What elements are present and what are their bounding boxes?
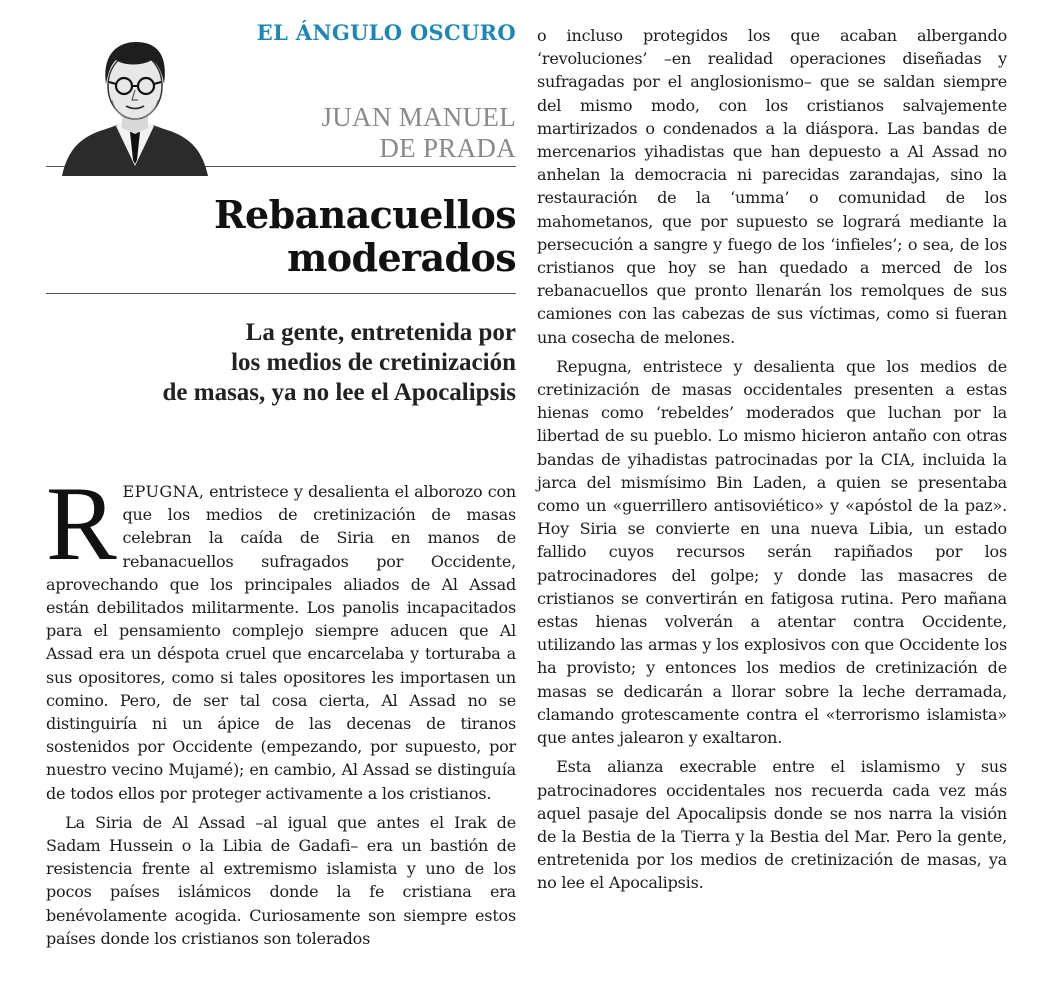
article-subtitle [46, 318, 516, 408]
drop-cap: R [46, 465, 117, 582]
article-body-left [46, 465, 516, 950]
paragraph-4: Esta alianza execrable entre el islamismo y sus patrocinadores occidentales nos recuerda cada vez más aquel pasaje del Apocalipsis donde se nos narra la visión de la Bestia de la Tierra y la Bestia del Mar. Pero la gente, entretenida por los medios de cretinización de masas, ya no lee el Apocalipsis. [537, 757, 1007, 893]
author-name [321, 102, 516, 164]
paragraph-2-start: La Siria de Al Assad –al igual que antes el Irak de Sadam Hussein o la Libia de Gadafi– era un bastión de resistencia frente al extremismo islamista y uno de los pocos países islámicos donde la fe cristiana era benévolamente acogida. Curiosamente son siempre estos países donde los cristianos son tolerados [46, 812, 516, 948]
title-line-2: moderados [287, 235, 516, 280]
paragraph-1 [46, 465, 516, 805]
title-line-1: Rebanacuellos [214, 192, 516, 237]
section-name: EL ÁNGULO OSCURO [256, 20, 516, 45]
divider-under-title [46, 293, 516, 294]
column-header [46, 10, 516, 162]
subtitle-line-3: de masas, ya no lee el Apocalipsis [162, 379, 516, 406]
left-column [46, 10, 516, 950]
right-column [537, 24, 1007, 895]
paragraph-1-text: , entristece y desalienta el alborozo con que los medios de cretinización de masas celebran la caída de Siria en manos de rebanacuellos sufragados por Occidente, aprovechando que los principales aliados de Al Assad están debilitados militarmente. Los panolis incapacitados para el pensamiento complejo siempre aducen que Al Assad era un déspota cruel que encarcelaba y torturaba a sus opositores, como si tales opositores les importasen un comino. Pero, de ser tal cosa cierta, Al Assad no se distinguiría ni un ápice de las decenas de tiranos sostenidos por Occidente (empezando, por supuesto, por nuestro vecino Mujamé); en cambio, Al Assad se distinguía de todos ellos por proteger activamente a los cristianos. [46, 482, 516, 803]
author-line-2: DE PRADA [379, 133, 516, 163]
subtitle-line-1: La gente, entretenida por [245, 319, 516, 346]
paragraph-3: Repugna, entristece y desalienta que los medios de cretinización de masas occidentales presenten a estas hienas como ‘rebeldes’ moderados que luchan por la libertad de su pueblo. Lo mismo hicieron antaño con otras bandas de yihadistas patrocinadas por la CIA, incluida la jarca del mismísimo Bin Laden, a quien se presentaba como un «guerrillero antisoviético» y «apóstol de la paz». Hoy Siria se convierte en una nueva Libia, un estado fallido cuyos recursos serán rapiñados por los patrocinadores del golpe; y donde las masacres de cristianos se convertirán en fatigosa rutina. Pero mañana estas hienas volverán a atentar contra Occidente, utilizando las armas y los explosivos con que Occidente los ha provisto; y entonces los medios de cretinización de masas se dedicarán a llorar sobre la leche derramada, clamando grotescamente contra el «terrorismo islamista» que antes jalearon y exaltaron. [537, 356, 1007, 748]
author-line-1: JUAN MANUEL [321, 102, 516, 132]
paragraph-2-continued: o incluso protegidos los que acaban albergando ‘revoluciones’ –en realidad operaciones diseñadas y sufragadas por el anglosionismo– que se saldan siempre del mismo modo, con los cristianos salvajemente martirizados o condenados a la diáspora. Las bandas de mercenarios yihadistas que han depuesto a Al Assad no anhelan la democracia ni parecidas zarandajas, sino la restauración de la ‘umma’ o comunidad de los mahometanos, que por supuesto se logrará mediante la persecución a sangre y fuego de los ‘infieles’; o sea, de los cristianos que hoy se han quedado a merced de los rebanacuellos que pronto llenarán los remolques de sus camiones con las cabezas de sus víctimas, como si fueran una cosecha de melones. [537, 26, 1007, 347]
lead-small-caps: EPUGNA [122, 482, 199, 501]
author-portrait-illustration [60, 26, 210, 176]
article-title [46, 193, 516, 279]
subtitle-line-2: los medios de cretinización [231, 349, 516, 376]
